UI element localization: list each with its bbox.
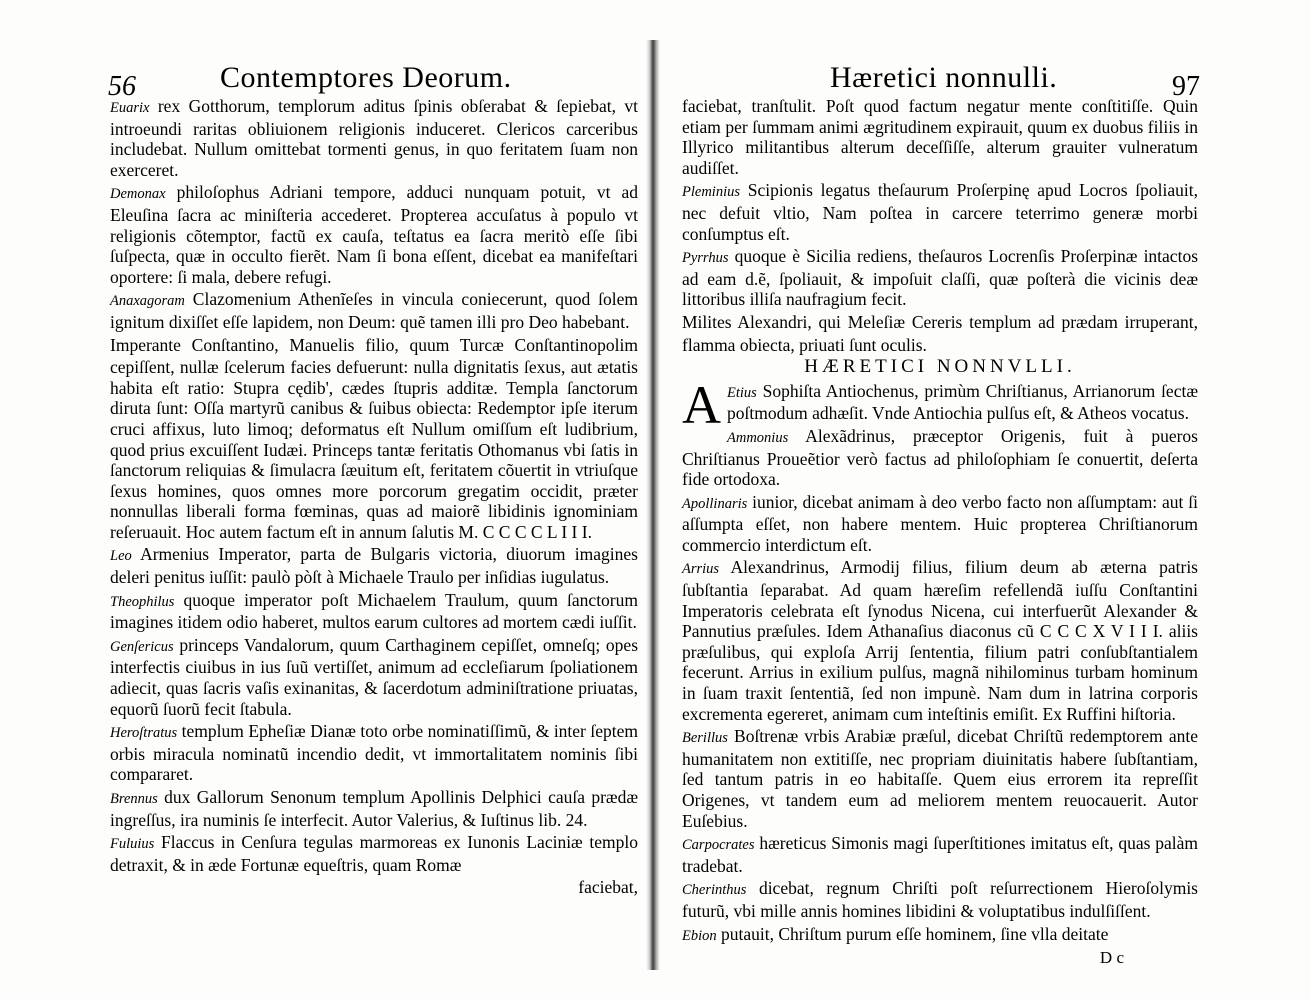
continued-text: faciebat, tranſtulit. Poſt quod factum negatur mente conſtitiſſe. Quin etiam per ſummam animi ægritudinem expirauit, quum ex duobus filiis in Illyrico militantibus alterum deceſſiſſe, alterum grauiter vulneratum audiſſet. — [682, 96, 1198, 178]
entry-name: Apollinaris — [682, 495, 748, 512]
entry-name: Pyrrhus — [682, 250, 729, 267]
entry-text: quoque imperator poſt Michaelem Traulum, quum ſanctorum imagines itidem odio haberet, multos earum cultores ad mortem cædi iuſſit. — [110, 589, 638, 633]
entry-text: Flaccus in Cenſura tegulas marmoreas ex Iunonis Laciniæ templo detraxit, & in æde Fortunæ equeſtris, quam Romæ — [110, 832, 638, 875]
entry-text: Armenius Imperator, parta de Bulgaris victoria, diuorum imagines deleri penitus iuſſit: paulò pòſt à Michaele Traulo per inſidias iugulatus. — [110, 544, 638, 588]
entry — [110, 721, 638, 785]
entry-text: quoque è Sicilia rediens, theſauros Locrenſis Proſerpinæ intactos ad eam d.ẽ, ſpoliauit, & impoſuit claſſi, quæ poſterà die vicinis deæ littoribus illiſa naufragium fecit. — [682, 246, 1198, 310]
entry — [682, 374, 1198, 435]
entry-text: rex Gotthorum, templorum aditus ſpinis obſerabat & ſepiebat, vt introeundi raritas obliuionem religionis induceret. Clericos carceribus includebat. Nullum omittebat tormenti genus, in quo feritatem ſuam non exerceret. — [110, 96, 639, 180]
entry-name: Euarix — [110, 100, 150, 116]
book-gutter — [646, 40, 660, 970]
entry — [682, 878, 1198, 921]
entry-text: Imperante Conſtantino, Manuelis filio, quum Turcæ Conſtantinopolim cepiſſent, nullæ ſcelerum facies defuerunt: nulla dignitatis ſexus, aut ætatis habita eſt ratio: Stupra cędib', cædes ſtupris additæ. Templa ſanctorum diruta ſunt: Oſſa martyrũ canibus & ſuibus obiecta: Redemptor ipſe iterum cruci affixus, luto limoq; deformatus eſt Nullum omiſſum eſt ludibrium, quod prius excuiſſent Iudæi. Princeps tantæ feritatis Othomanus vbi ſatis in ſanctorum reliquias & ſimulacra ſæuitum eſt, feritatem cõuertit in vtriuſque ſexus homines, quos omnes more porcorum gregatim occidit, præter nonnullas liberali forma fœminas, quas ad maiorẽ libidinis ignominiam reſeruauit. Hoc autem factum eſt in annum ſalutis M. C C C C L I I I. — [110, 334, 638, 542]
section-heading: HÆRETICI NONNVLLI. — [804, 356, 1076, 378]
entry-name: Pleminius — [682, 184, 740, 201]
entry — [682, 833, 1198, 876]
left-running-head: Contemptores Deorum. — [220, 61, 512, 94]
entry-name: Leo — [110, 548, 132, 565]
entry-name: Anaxagoram — [110, 293, 185, 310]
entry-text: templum Epheſiæ Dianæ toto orbe nominatiſſimũ, & inter ſeptem orbis miracula nominatũ incendio dedit, vt immortalitatem nominis ſibi compararet. — [110, 721, 639, 785]
entry-text: Milites Alexandri, qui Meleſiæ Cereris templum ad prædam irruperant, flamma obiecta, priuati ſunt oculis. — [682, 311, 1198, 355]
entry-text: hæreticus Simonis magi ſuperſtitiones imitatus eſt, quas palàm tradebat. — [682, 833, 1198, 876]
entry-name: Berillus — [682, 730, 728, 747]
entry-text: Clazomenium Athenĩeſes in vincula coniecerunt, quod ſolem ignitum dixiſſet eſſe lapidem, non Deum: quẽ tamen illi pro Deo habebant. — [110, 289, 639, 332]
entry — [682, 426, 1198, 490]
entry — [110, 96, 638, 180]
entry-name: Ebion — [682, 927, 717, 944]
entry-text: dicebat, regnum Chriſti poſt reſurrectionem Hieroſolymis futurũ, vbi mille annis homines libidini & voluptatibus indulſiſſent. — [682, 878, 1198, 921]
entry — [682, 312, 1198, 355]
entry — [682, 726, 1198, 831]
entry-text: Boſtrenæ vrbis Arabiæ præſul, dicebat Chriſtũ redemptorem ante humanitatem non extitiſſe, nec propriam diuinitatis habere ſubſtantiam, ſed tantum patris in eo habitaſſe. Quem eius errorem ita repreſſit Origenes, vt tandem eum ad meliorem mentem reuocauerit. Autor Euſebius. — [682, 726, 1198, 831]
entry-name: Ammonius — [727, 429, 789, 446]
right-folio-number: 97 — [1172, 71, 1200, 102]
entry-name: Arrius — [682, 561, 720, 578]
entry — [682, 246, 1198, 310]
drop-cap: A — [682, 374, 721, 435]
entry-text: iunior, dicebat animam à deo verbo facto non aſſumptam: aut ſi aſſumpta eſſet, non habere mentem. Huic propterea Chriſtianorum commercio interdictum eſt. — [682, 491, 1198, 555]
entry-text: dux Gallorum Senonum templum Apollinis Delphici cauſa prædæ ingreſſus, ira numinis ſe interfecit. Autor Valerius, & Iuſtinus lib. 24. — [110, 787, 638, 830]
entry-name: Fuluius — [110, 836, 155, 853]
entry-name: Cherinthus — [682, 882, 747, 899]
right-page-text — [682, 96, 1198, 969]
entry — [110, 832, 638, 875]
entry-name: Etius — [727, 384, 757, 401]
entry — [110, 335, 638, 543]
entry — [682, 924, 1198, 947]
entry-text: Sophiſta Antiochenus, primùm Chriſtianus, Arrianorum ſectæ poſtmodum adhæſit. Vnde Antiochia pulſus eſt, & Atheos vocatus. — [727, 380, 1198, 424]
entry-text: philoſophus Adriani tempore, adduci nunquam potuit, vt ad Eleuſina ſacra ac miniſteria accederet. Propterea accuſatus à populo vt religionis cõtemptor, factũ ex cauſa, teſtatus ea ſacra meritò eſſe ſibi ſuſpecta, quæ in occulto fierẽt. Nam ſi bona eſſent, dicebat ea manifeſtari oportere: ſi mala, debere refugi. — [110, 182, 639, 287]
left-folio-number: 56 — [108, 71, 136, 102]
left-page-tail: faciebat, — [578, 877, 638, 898]
entry — [110, 182, 638, 287]
entry — [682, 557, 1198, 724]
entry — [682, 180, 1198, 244]
entry — [110, 590, 638, 633]
entry-name: Carpocrates — [682, 837, 755, 854]
entry-name: Brennus — [110, 791, 158, 807]
right-running-head: Hæretici nonnulli. — [830, 61, 1058, 94]
entry — [110, 544, 638, 587]
entry — [110, 635, 638, 719]
entry — [110, 289, 638, 332]
entry-name: Heroſtratus — [110, 725, 178, 742]
entry-name: Demonax — [110, 186, 166, 203]
catchword: D c — [1099, 948, 1124, 968]
entry — [682, 492, 1198, 556]
left-page-text — [110, 96, 638, 898]
entry-text: Alexandrinus, Armodij filius, filium deum ab æterna patris ſubſtantia ſeparabat. Ad quam hæreſim refellendã iuſſu Conſtantini Imperatoris celebrata eſt ſynodus Nicena, cui interfuerũt Alexander & Pannutius præſules. Idem Athanaſius diaconus cũ C C C X V I I I. aliis præſulibus, qui exploſa Arrij ſententia, filium patri conſubſtantialem fecerunt. Arrius in exilium pulſus, magnã nihilominus turbam hominum in ſuam traxit ſententiã, ſed non impunè. Nam dum in latrina corporis excrementa egereret, animam cum inteſtinis emiſit. Ex Ruffini hiſtoria. — [682, 557, 1198, 724]
entry-name: Genſericus — [110, 638, 174, 655]
entry-text: Scipionis legatus theſaurum Proſerpinę apud Locros ſpoliauit, nec defuit vltio, Nam poſtea in carcere teterrimo generæ morbi conſumptus eſt. — [682, 180, 1198, 244]
entry-text: Alexãdrinus, præceptor Origenis, fuit à pueros Chriſtianus Proueẽtior verò factus ad philoſophiam ſe conuertit, deſerta fide ortodoxa. — [682, 425, 1198, 490]
entry-text: princeps Vandalorum, quum Carthaginem cepiſſet, omneſq; opes interfectis ciuibus in ius ſuũ vertiſſet, animum ad eccleſiarum ſpoliationem adiecit, quas ſacris vaſis exinanitas, & ſacerdotum adminiſtratione priuatas, equorũ ſuorũ fecit ſtabula. — [110, 634, 639, 719]
entry-text: putauit, Chriſtum purum eſſe hominem, ſine vlla deitate — [721, 923, 1109, 944]
entry — [110, 787, 638, 830]
entry-name: Theophilus — [110, 593, 175, 610]
